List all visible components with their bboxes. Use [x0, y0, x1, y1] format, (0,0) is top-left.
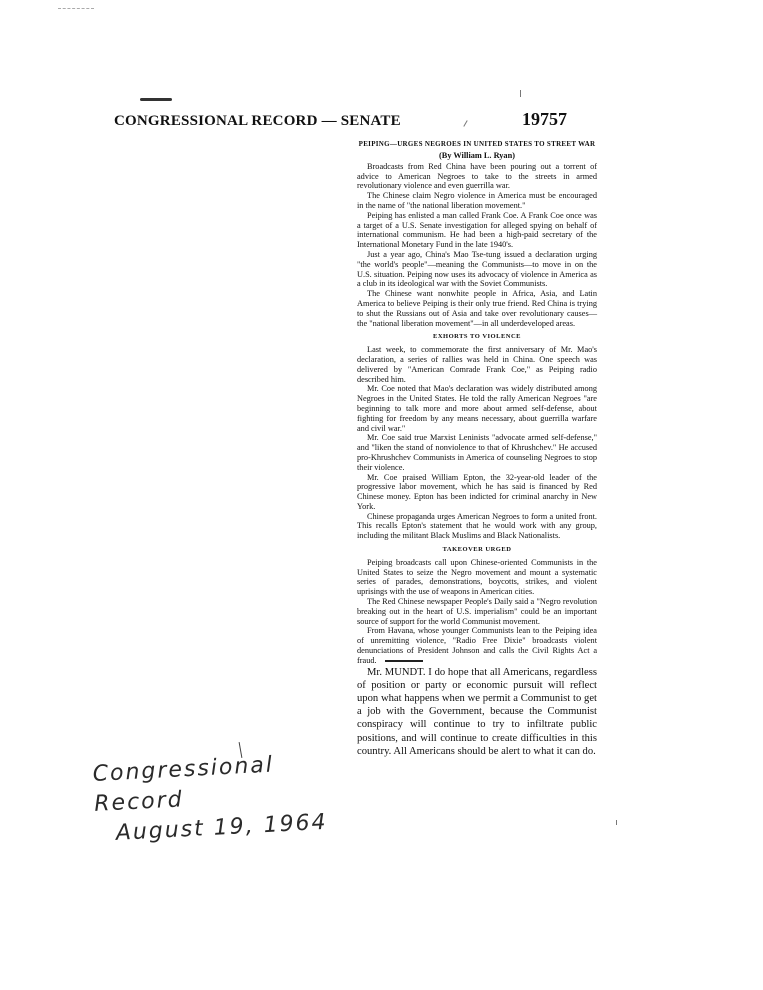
- subhead-exhorts: EXHORTS TO VIOLENCE: [432, 333, 522, 341]
- scan-speck: [616, 820, 617, 825]
- article-byline: (By William L. Ryan): [439, 151, 515, 160]
- masthead-title: CONGRESSIONAL RECORD — SENATE: [114, 113, 401, 129]
- handwritten-line-2: August 19, 1964: [115, 809, 329, 846]
- subhead-takeover: TAKEOVER URGED: [442, 546, 512, 554]
- handwritten-annotation: [92, 747, 336, 849]
- paragraph: Broadcasts from Red China have been pouring out a torrent of advice to American Negroes to take to the streets in armed revolutionary violence and even guerrilla war.: [357, 161, 597, 191]
- ink-smudge: [140, 98, 172, 101]
- paragraph: Mr. Coe said true Marxist Leninists "advocate armed self-defense," and "liken the stand of nonviolence to that of Khrushchev." He accused pro-Khrushchev Communists in America of counseling Negroes to stop their violence.: [357, 433, 597, 472]
- handwritten-line-1: Congressional Record: [92, 752, 275, 817]
- paragraph: The Chinese claim Negro violence in America must be encouraged in the name of "the national liberation movement.": [357, 191, 597, 210]
- mundt-speech: Mr. MUNDT. I do hope that all Americans, regardless of position or party or economic pursuit will reflect upon what happens when we permit a Communist to get a job with the Government, because the Communist conspiracy will continue to try to infiltrate public positions, and will continue to create difficulties in this country. All Americans should be alert to what it can do.: [357, 666, 597, 757]
- paragraph: Peiping has enlisted a man called Frank Coe. A Frank Coe once was a target of a U.S. Senate investigation for alleged spying on behalf of international communism. He had been a high-paid secretary of the International Monetary Fund in the late 1940's.: [357, 210, 597, 250]
- paragraph-text: From Havana, whose younger Communists lean to the Peiping idea of unremitting violence, "Radio Free Dixie" broadcasts violent denunciations of President Johnson and calls the Civil Rights Act a fraud.: [357, 626, 597, 665]
- paragraph: The Red Chinese newspaper People's Daily said a "Negro revolution breaking out in the heart of U.S. imperialism" could be an important source of support for the world Communist movement.: [357, 597, 597, 626]
- paragraph: Chinese propaganda urges American Negroes to form a united front. This recalls Epton's statement that he would work with any group, including the militant Black Muslims and Black Nationalists.: [357, 511, 597, 541]
- paragraph: Just a year ago, China's Mao Tse-tung issued a declaration urging "the world's people"—meaning the Communists—to move in on the U.S. situation. Peiping now uses its advocacy of violence in America as a club in its ideological war with the Soviet Communists.: [357, 249, 597, 289]
- scan-speck: [520, 90, 521, 97]
- paragraph: [357, 626, 597, 665]
- paragraph: Mr. Coe noted that Mao's declaration was widely distributed among Negroes in the United States. He told the rally American Negroes "are beginning to talk more and more about armed self-defense, about fighting for freedom by any means necessary, about guerrilla warfare and civil war.": [357, 384, 597, 433]
- paragraph: Last week, to commemorate the first anniversary of Mr. Mao's declaration, a series of rallies was held in China. One speech was delivered by "American Comrade Frank Coe," as Peiping radio described him.: [357, 345, 597, 384]
- paragraph: Mr. Coe praised William Epton, the 32-year-old leader of the progressive labor movement, which he has said is financed by Red Chinese money. Epton has been indicted for criminal anarchy in New York.: [357, 472, 597, 511]
- article-column: [357, 140, 597, 758]
- article-title: PEIPING—URGES NEGROES IN UNITED STATES TO STREET WAR: [358, 140, 596, 148]
- page-number: 19757: [522, 109, 567, 129]
- pen-stroke-mark: [385, 660, 423, 662]
- paragraph: The Chinese want nonwhite people in Africa, Asia, and Latin America to believe Peiping is their only true friend. Red China is trying to shut the Russians out of Asia and take over revolutionary causes—the "national liberation movement"—in all underdeveloped areas.: [357, 289, 597, 328]
- scan-mark: [58, 8, 94, 9]
- paragraph: Peiping broadcasts call upon Chinese-oriented Communists in the United States to seize the Negro movement and mount a systematic series of parades, demonstrations, boycotts, strikes, and violent uprisings with the use of weapons in American cities.: [357, 557, 597, 597]
